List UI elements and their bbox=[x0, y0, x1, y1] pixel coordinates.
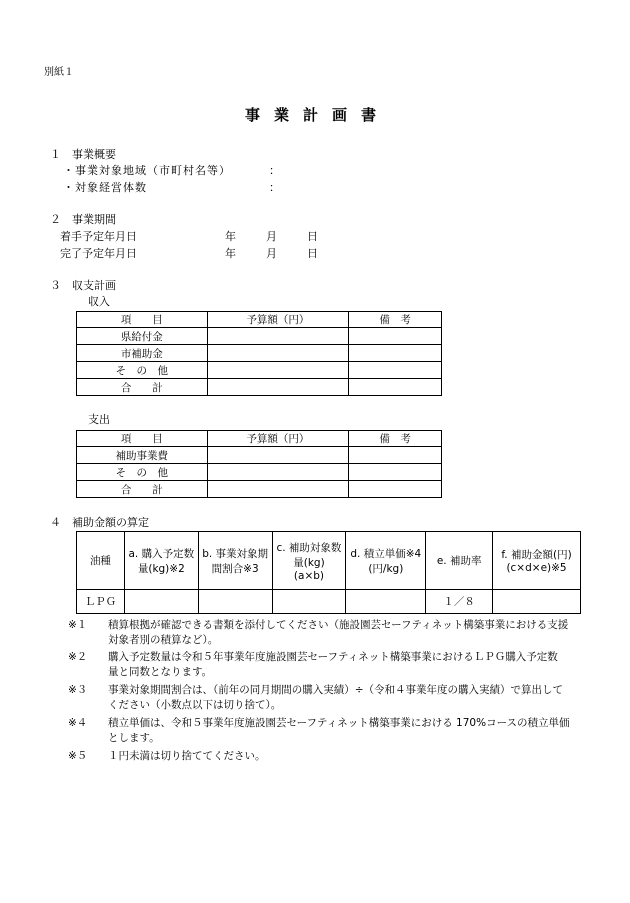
income-remarks-cell[interactable] bbox=[349, 362, 442, 379]
expense-header-remarks: 備 考 bbox=[349, 431, 442, 447]
planned-purchase-cell[interactable] bbox=[124, 590, 198, 614]
target-area-label: ・事業対象地域（市町村名等） bbox=[63, 164, 231, 177]
expense-header-budget: 予算額（円） bbox=[207, 431, 349, 447]
income-header-item: 項 目 bbox=[77, 312, 208, 328]
end-day: 日 bbox=[307, 247, 318, 260]
expense-table bbox=[76, 430, 442, 498]
target-area-colon: ： bbox=[269, 164, 280, 177]
income-remarks-cell[interactable] bbox=[349, 345, 442, 362]
income-row-pref-grant: 県給付金 bbox=[77, 328, 208, 345]
subsidy-rate-cell: １／８ bbox=[426, 590, 493, 614]
income-header-remarks: 備 考 bbox=[349, 312, 442, 328]
income-remarks-cell[interactable] bbox=[349, 379, 442, 396]
subsidy-header-row bbox=[77, 532, 581, 590]
expense-remarks-cell[interactable] bbox=[349, 464, 442, 481]
subsidized-quantity-cell[interactable] bbox=[272, 590, 346, 614]
expense-header-item: 項 目 bbox=[77, 431, 208, 447]
header-period-ratio: b. 事業対象期 間割合※3 bbox=[198, 532, 272, 590]
income-row-total: 合 計 bbox=[77, 379, 208, 396]
header-subsidy-amount: f. 補助金額(円) (c×d×e)※5 bbox=[493, 532, 581, 590]
expense-remarks-cell[interactable] bbox=[349, 481, 442, 498]
income-table bbox=[76, 311, 442, 396]
start-month: 月 bbox=[266, 230, 277, 243]
reserve-unit-price-cell[interactable] bbox=[346, 590, 426, 614]
section3-heading: ３ 収支計画 bbox=[50, 279, 116, 292]
end-date-label: 完了予定年月日 bbox=[60, 247, 137, 260]
start-day: 日 bbox=[307, 230, 318, 243]
section1-heading: １ 事業概要 bbox=[50, 148, 116, 161]
income-label: 収入 bbox=[88, 295, 110, 308]
end-month: 月 bbox=[266, 247, 277, 260]
income-budget-cell[interactable] bbox=[207, 345, 349, 362]
target-count-colon: ： bbox=[269, 181, 280, 194]
income-budget-cell[interactable] bbox=[207, 362, 349, 379]
page-title: 事業計画書 bbox=[245, 106, 391, 124]
expense-remarks-cell[interactable] bbox=[349, 447, 442, 464]
income-remarks-cell[interactable] bbox=[349, 328, 442, 345]
fuel-type-cell: ＬＰＧ bbox=[77, 590, 125, 614]
income-budget-cell[interactable] bbox=[207, 379, 349, 396]
end-year: 年 bbox=[225, 247, 236, 260]
income-budget-cell[interactable] bbox=[207, 328, 349, 345]
subsidy-amount-cell[interactable] bbox=[493, 590, 581, 614]
subsidy-data-row bbox=[77, 590, 581, 614]
expense-budget-cell[interactable] bbox=[207, 481, 349, 498]
income-row-city-subsidy: 市補助金 bbox=[77, 345, 208, 362]
header-subsidy-rate: e. 補助率 bbox=[426, 532, 493, 590]
expense-budget-cell[interactable] bbox=[207, 447, 349, 464]
header-reserve-unit-price: d. 積立単価※4 (円/kg) bbox=[346, 532, 426, 590]
start-year: 年 bbox=[225, 230, 236, 243]
income-header-budget: 予算額（円） bbox=[207, 312, 349, 328]
section2-heading: ２ 事業期間 bbox=[50, 213, 116, 226]
expense-row-total: 合 計 bbox=[77, 481, 208, 498]
start-date-label: 着手予定年月日 bbox=[60, 230, 137, 243]
section4-heading: ４ 補助金額の算定 bbox=[50, 516, 149, 529]
income-row-other: そ の 他 bbox=[77, 362, 208, 379]
expense-row-other: そ の 他 bbox=[77, 464, 208, 481]
expense-row-project-cost: 補助事業費 bbox=[77, 447, 208, 464]
expense-budget-cell[interactable] bbox=[207, 464, 349, 481]
header-planned-purchase: a. 購入予定数 量(kg)※2 bbox=[124, 532, 198, 590]
expense-label: 支出 bbox=[88, 413, 110, 426]
annex-label: 別紙１ bbox=[44, 67, 74, 78]
subsidy-calc-table bbox=[76, 531, 581, 614]
period-ratio-cell[interactable] bbox=[198, 590, 272, 614]
target-count-label: ・対象経営体数 bbox=[63, 181, 147, 194]
header-subsidized-quantity: c. 補助対象数 量(kg) (a×b) bbox=[272, 532, 346, 590]
header-fuel-type: 油種 bbox=[77, 532, 125, 590]
